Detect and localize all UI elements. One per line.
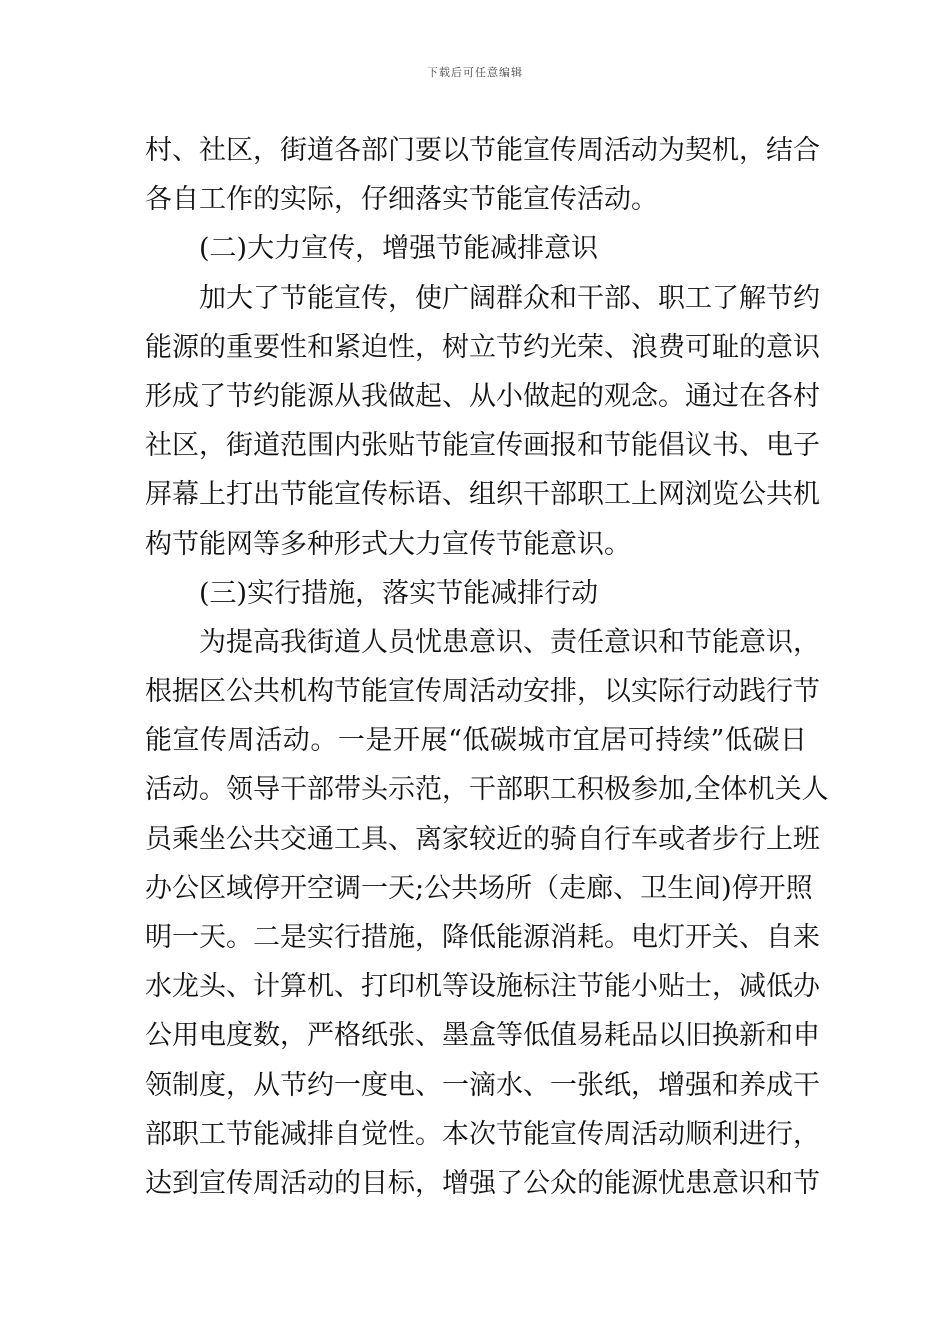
paragraph-line: 达到宣传周活动的目标，增强了公众的能源忧患意识和节	[145, 1167, 820, 1199]
paragraph-line: 为提高我街道人员忧患意识、责任意识和节能意识，	[199, 626, 820, 658]
paragraph-line: 村、社区，街道各部门要以节能宣传周活动为契机，结合	[145, 135, 820, 166]
paragraph-line: 根据区公共机构节能宣传周活动安排，以实际行动践行节	[145, 676, 820, 708]
section-heading: (三)实行措施，落实节能减排行动	[199, 577, 599, 609]
paragraph-line: 部职工节能减排自觉性。本次节能宣传周活动顺利进行，	[145, 1118, 820, 1150]
paragraph-line: 明一天。二是实行措施，降低能源消耗。电灯开关、自来	[145, 922, 820, 953]
paragraph-line: 构节能网等多种形式大力宣传节能意识。	[145, 528, 631, 560]
paragraph-line: 活动。领导干部带头示范，干部职工积极参加,全体机关人	[145, 774, 829, 806]
page-header: 下载后可任意编辑	[427, 66, 523, 79]
paragraph-line: 各自工作的实际，仔细落实节能宣传活动。	[145, 184, 658, 216]
paragraph-line: 屏幕上打出节能宣传标语、组织干部职工上网浏览公共机	[145, 479, 820, 511]
paragraph-line: 加大了节能宣传，使广阔群众和干部、职工了解节约	[199, 282, 820, 314]
paragraph-line: 能宣传周活动。一是开展“低碳城市宜居可持续”低碳日	[145, 725, 807, 757]
paragraph-line: 能源的重要性和紧迫性，树立节约光荣、浪费可耻的意识	[145, 331, 820, 363]
paragraph-line: 水龙头、计算机、打印机等设施标注节能小贴士，减低办	[145, 971, 820, 1003]
paragraph-line: 领制度，从节约一度电、一滴水、一张纸，增强和养成干	[145, 1069, 820, 1101]
paragraph-line: 办公区域停开空调一天;公共场所（走廊、卫生间)停开照	[145, 872, 813, 904]
paragraph-line: 形成了节约能源从我做起、从小做起的观念。通过在各村	[145, 380, 820, 412]
paragraph-line: 社区，街道范围内张贴节能宣传画报和节能倡议书、电子	[145, 430, 820, 462]
section-heading: (二)大力宣传，增强节能减排意识	[199, 233, 599, 265]
body-text	[145, 126, 829, 1208]
paragraph-line: 员乘坐公共交通工具、离家较近的骑自行车或者步行上班	[145, 823, 820, 855]
paragraph-line: 公用电度数，严格纸张、墨盒等低值易耗品以旧换新和申	[145, 1020, 820, 1052]
